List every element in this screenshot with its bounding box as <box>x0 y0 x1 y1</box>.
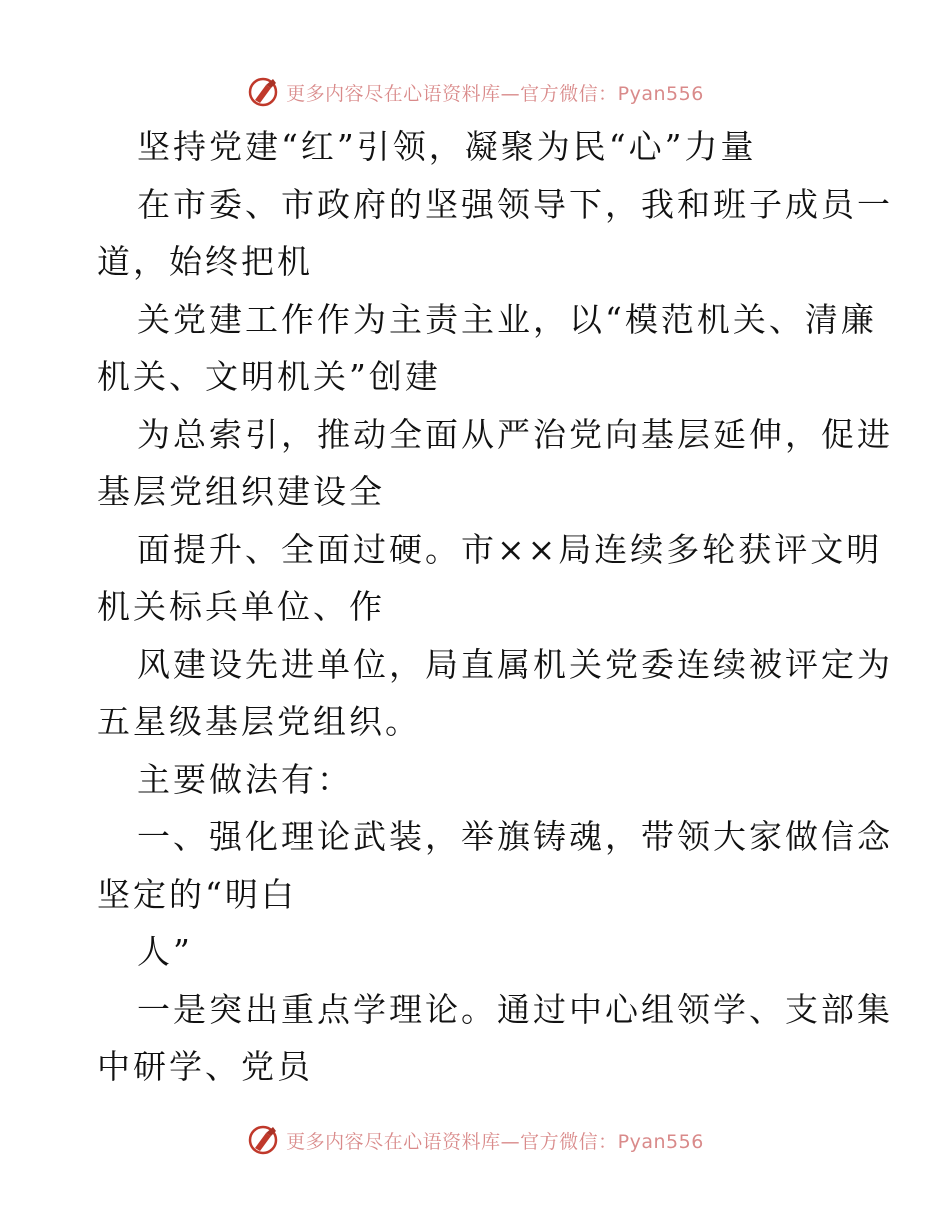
document-line: 机关、文明机关”创建 <box>97 357 441 396</box>
document-line: 关党建工作作为主责主业，以“模范机关、清廉 <box>137 299 877 339</box>
document-line: 坚持党建“红”引领，凝聚为民“心”力量 <box>137 127 757 166</box>
document-line: 一是突出重点学理论。通过中心组领学、支部集 <box>137 989 893 1029</box>
document-line: 五星级基层党组织。 <box>97 702 421 741</box>
header-banner <box>0 72 950 112</box>
document-line: 机关标兵单位、作 <box>97 587 385 626</box>
document-line: 面提升、全面过硬。市××局连续多轮获评文明 <box>137 529 883 569</box>
header-banner-text: 更多内容尽在心语资料库—官方微信：Pyan556 <box>286 82 704 105</box>
document-line: 基层党组织建设全 <box>97 472 385 511</box>
document-line: 坚定的“明白 <box>97 874 297 914</box>
footer-banner-text: 更多内容尽在心语资料库—官方微信：Pyan556 <box>286 1130 704 1153</box>
document-line: 为总索引，推动全面从严治党向基层延伸，促进 <box>137 414 893 454</box>
pen-nib-logo-icon <box>246 75 280 109</box>
document-line: 风建设先进单位，局直属机关党委连续被评定为 <box>137 644 893 684</box>
document-body <box>97 118 893 1096</box>
footer-banner <box>0 1120 950 1160</box>
document-line: 中研学、党员 <box>97 1047 313 1086</box>
document-line: 一、强化理论武装，举旗铸魂，带领大家做信念 <box>137 817 893 856</box>
document-line: 在市委、市政府的坚强领导下，我和班子成员一 <box>137 184 893 224</box>
pen-nib-logo-icon <box>246 1123 280 1157</box>
document-line: 主要做法有： <box>137 759 353 799</box>
document-line: 道，始终把机 <box>97 242 313 281</box>
document-line: 人” <box>137 932 193 971</box>
